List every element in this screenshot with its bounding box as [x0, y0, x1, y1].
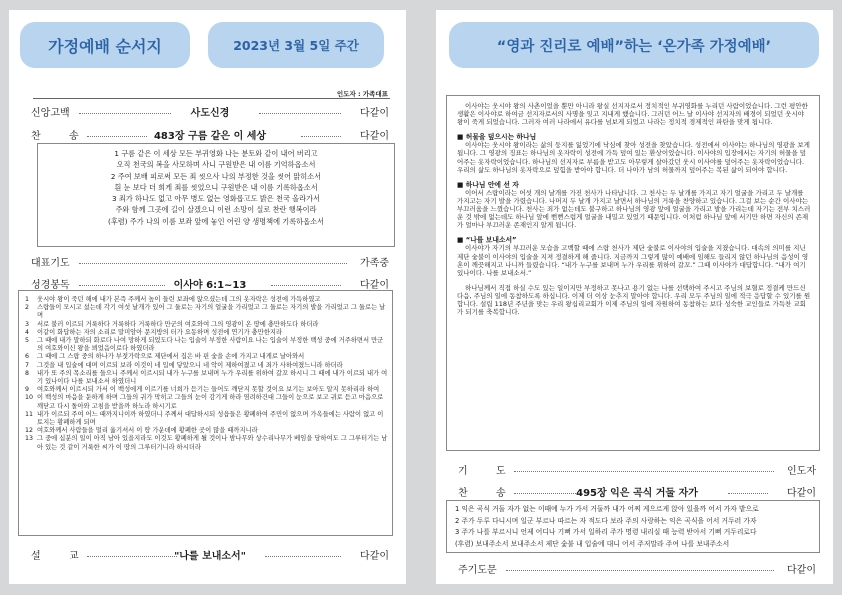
hymn2-line: 3 주가 나를 부르시니 언제 어디나 기뻐 가서 일하리 주가 명령 내리실 때 능력 받아서 기뻐 거두리로다 — [455, 528, 757, 536]
sermon-row — [31, 547, 389, 563]
leader-dots — [259, 113, 341, 114]
verse: 6 그 때에 그 스랍 중의 하나가 부젓가락으로 제단에서 집은 바 핀 숯을 손에 가지고 내게로 날아와서 — [25, 353, 305, 361]
hymn2-lyrics-box — [446, 500, 820, 553]
prayer-responder: 가족중 — [360, 258, 389, 269]
essay-heading: ■ 허물을 덮으시는 하나님 — [457, 133, 537, 142]
prayer2-label-b: 도 — [496, 466, 506, 477]
leader-dots — [79, 263, 347, 264]
hymn-line: 2 주여 보배 피로써 모든 죄 씻으사 나의 부정한 것을 씻어 맑히소서 — [110, 171, 322, 181]
hymn-line: 1 구름 같은 이 세상 모든 부귀영화 나는 분토와 같이 내어 버리고 — [114, 149, 318, 158]
left-page — [9, 10, 406, 584]
essay-intro: 이사야는 웃시야 왕의 사촌이었을 뿐만 아니라 왕실 선지자로서 정치적인 부귀영화를 누리던 사람이었습니다. 그런 평안한 생활은 이사야로 하여금 선지자로서의 사명을 잊고 지내게 했습니다. 그러던 어느 날 이사야 선지자의 배경이 되었던 웃시야 왕이 죽게 되었습니다. 그러자 여러 나라에서 유다를 넘보게 되었고 나라는 정치적 경제적인 파탄을 맞게 됩니다. — [457, 102, 808, 127]
prayer2-responder: 인도자 — [787, 466, 816, 477]
essay-heading: ■ 하나님 안에 선 자 — [457, 180, 519, 189]
sermon-label-b: 교 — [69, 551, 79, 562]
sermon-label-a: 설 — [31, 551, 41, 562]
creed-row — [31, 104, 389, 120]
essay-closing: 하나님께서 직접 하실 수도 있는 일이지만 부정하고 못나고 용기 없는 나를 선택하여 주시고 주님의 보혈로 정결케 만드신 다음, 주님의 일에 동참하도록 하십니다. 이제 더 이상 눈추지 말아야 합니다. 우리 모두 주님의 일에 적극 응답할 수 있기를 원합니다. 설립 118년 주년을 맞는 우리 왕십리교회가 이제 주님의 일에 자원하여 동참하는 보다 성숙한 교인들로 가득찬 교회가 되기를 축복합니다. — [457, 283, 811, 317]
verse: 2 스랍들이 모시고 섰는데 각기 여섯 날개가 있어 그 둘로는 자기의 얼굴을 가리었고 그 둘로는 자기의 발을 가리었고 그 둘로는 날며 — [25, 304, 386, 320]
prayer2-row — [458, 462, 816, 478]
service-date: 2023년 3월 5일 주간 — [233, 38, 359, 53]
order-title-banner — [20, 22, 190, 68]
prayer2-label-a: 기 — [458, 466, 468, 477]
creed-title: 사도신경 — [190, 108, 230, 119]
hymn-line: (후렴) 주가 나의 이름 보좌 앞에 놓인 어린 양 생명책에 기록하옵소서 — [108, 216, 324, 226]
verse: 7 그것을 내 입술에 대며 이르되 보라 이것이 네 입에 닿았으니 네 악이 제하여졌고 네 죄가 사하여졌느니라 하더라 — [25, 361, 343, 369]
header-rule — [33, 98, 390, 99]
verse: 1 웃시야 왕이 죽던 해에 내가 본즉 주께서 높이 들린 보좌에 앉으셨는데 그의 옷자락은 성전에 가득하였고 — [25, 296, 321, 303]
hymn2-line: 2 주가 두루 다니시며 일군 부르나 따르는 자 적도다 보라 주의 사랑하는 익은 곡식을 어서 거두러 가자 — [455, 516, 757, 525]
leader-dots — [265, 556, 341, 557]
verse: 5 그 때에 내가 말하되 화로다 나여 망하게 되었도다 나는 입술이 부정한 사람이요 나는 입술이 부정한 백성 중에 거주하면서 만군의 여호와이신 왕을 뵈었음이로다 하였더라 — [25, 337, 384, 353]
date-banner — [208, 22, 384, 68]
essay-paragraph: 이사야가 자기의 부끄러운 모습을 고백할 때에 스랍 천사가 제단 숯불로 이사야의 입술을 지졌습니다. 대속의 의미를 지닌 제단 숯불이 이사야의 입술을 지져 정결하게 해 줍니다. 지금까지 그렇게 많이 예배에 임해도 들리지 않던 하나님의 음성이 영혼이 깨끗해지고 나니까 들렸습니다. “내가 누구를 보내며 누가 우리를 위하여 갈꼬.” 그때 이사야가 대답합니다. “내가 여기 있나이다. 나를 보내소서.” — [457, 244, 809, 277]
verse: 12 여호와께서 사람들을 멀리 옮기셔서 이 땅 가운데에 황폐한 곳이 많을 때까지니라 — [25, 427, 258, 435]
lords-prayer-row — [458, 561, 816, 577]
right-page — [436, 10, 833, 584]
sermon-responder: 다같이 — [360, 551, 389, 562]
hymn-label-b: 송 — [69, 131, 79, 142]
verse: 4 이같이 화답하는 자의 소리로 말미암아 문지방의 터가 요동하며 성전에 연기가 충만한지라 — [25, 328, 283, 336]
essay-heading: ■ “나를 보내소서” — [457, 236, 517, 245]
scripture-box — [18, 290, 393, 536]
leader-dots — [506, 570, 774, 571]
hymn-row — [31, 127, 389, 143]
leader-dots — [271, 285, 341, 286]
theme-banner — [449, 22, 819, 68]
essay-paragraph: 이사야는 웃시야 왕이라는 삶의 둥지를 잃었기에 낙심에 찾아 성전을 찾았습니다. 성전에서 이사야는 하나님의 영광을 보게 됩니다. 그 영광의 징표는 하나님의 옷자락이 성전에 가득 덮여 있는 환상이었습니다. 이사야의 입장에서는 자기의 허물을 덮어주는 옷자락이었습니다. 하나님의 선지자로 부름을 받고도 아무렇게 살아갔던 웃시 이사야를 덮어주는 옷자락이었습니다. 우리의 삶도 하나님의 옷자락으로 덮힘을 받아야 합니다. 더 나아가 남의 허물까지 덮어주는 복된 삶이 되어야 합니다. — [457, 141, 810, 174]
verse: 11 내가 이르되 주여 어느 때까지니이까 하였더니 주께서 대답하시되 성읍들은 황폐하여 주민이 없으며 가옥들에는 사람이 없고 이 토지는 황폐하게 되며 — [25, 410, 384, 427]
hymn-label-a: 찬 — [31, 131, 41, 142]
hymn-lyrics-box — [37, 143, 395, 247]
hymn2-responder: 다같이 — [787, 488, 816, 499]
leader-dots — [514, 471, 774, 472]
verse: 13 그 중에 십분의 일이 아직 남아 있을지라도 이것도 황폐하게 될 것이나 밤나무와 상수리나무가 베임을 당하여도 그 그루터기는 남아 있는 것 같이 거룩한 씨가 이 땅의 그루터기니라 하시더라 — [25, 435, 388, 451]
hymn-line: 3 죄가 하나도 없고 아무 병도 없는 영화롭고도 밝은 천국 올라가서 — [112, 194, 320, 204]
hymn-title: 483장 구름 같은 이 세상 — [153, 131, 267, 142]
devotional-box — [446, 95, 820, 451]
reading-label: 성경봉독 — [31, 280, 70, 291]
reading-title: 이사야 6:1~13 — [173, 280, 247, 291]
hymn-responder: 다같이 — [360, 131, 389, 142]
lords-prayer-responder: 다같이 — [787, 565, 816, 576]
hymn2-label-a: 찬 — [458, 488, 468, 499]
theme-title: “영과 진리로 예배”하는 ‘온가족 가정예배’ — [496, 38, 772, 55]
order-title: 가정예배 순서지 — [48, 36, 162, 56]
leader-dots — [728, 493, 768, 494]
creed-responder: 다같이 — [360, 108, 389, 119]
prayer-label: 대표기도 — [31, 258, 70, 269]
creed-label: 신앙고백 — [31, 108, 70, 119]
hymn2-row — [458, 484, 816, 500]
hymn-line: 주와 함께 그곳에 길이 살겠으니 이런 소망이 실로 찬란 행복이라 — [115, 205, 317, 215]
sermon-title: "나를 보내소서" — [174, 551, 246, 562]
verse: 10 이 백성의 마음을 둔하게 하며 그들의 귀가 막히고 그들의 눈이 감기게 하라 염려하건대 그들이 눈으로 보고 귀로 듣고 마음으로 깨닫고 다시 돌아와 고침을 받을까 하노라 하시기로 — [25, 394, 384, 410]
reading-responder: 다같이 — [360, 280, 389, 291]
hymn-line: 흰 눈 보다 더 희게 죄를 씻었으니 구원받은 내 이름 기록하옵소서 — [114, 182, 318, 192]
hymn2-title: 495장 익은 곡식 거둘 자가 — [576, 488, 698, 499]
hymn2-line: (후렴) 보내주소서 보내주소서 제단 숯불 내 입술에 대니 어서 주저말라 주여 나를 보내주소서 — [455, 539, 730, 548]
hymn-line: 오직 천국의 복을 사모하며 사니 구원받은 내 이름 기억하옵소서 — [116, 160, 316, 170]
verse: 3 서로 불러 이르되 거룩하다 거룩하다 거룩하다 만군의 여호와여 그의 영광이 온 땅에 충만하도다 하더라 — [25, 320, 319, 328]
hymn2-line: 1 익은 곡식 거둘 자가 없는 이때에 누가 가서 거둘까 내가 어찌 게으르게 앉아 있을까 어서 가자 밭으로 — [455, 505, 759, 513]
essay-paragraph: 이어서 스랍이라는 어섯 개의 날개를 가진 천사가 나타납니다. 그 천사는 두 날개를 가지고 자기 얼굴을 가리고 두 날개를 가지고는 자기 발을 가렸습니다. 나머지 두 날개 가지고 날면서 하나님의 거룩을 찬양하고 있습니다. 그걸 보는 순간 이사야는 부끄러움을 느꼈습니다. 천사는 죄가 없는데도 불구하고 하나님의 영광 앞에 얼굴을 가리고 발을 가리는데 자기는 전부 치스러운 것 밖에 없는데도 하나님 앞에 뻔뻔스럽게 얼굴을 내밀고 있었기 때문입니다. 이처럼 하나님 앞에 서기만 하면 자신의 존재가 얼마나 부끄러운 존재인지 알게 됩니다. — [457, 188, 811, 230]
verse: 9 여호와께서 이르시되 가서 이 백성에게 이르기를 너희가 듣기는 들어도 깨닫지 못할 것이요 보기는 보아도 알지 못하리라 하여 — [25, 386, 380, 394]
hymn2-label-b: 송 — [496, 488, 506, 499]
scripture-verses — [25, 296, 388, 452]
lords-prayer-label: 주기도문 — [458, 565, 497, 576]
leader-note: 인도자 : 가족대표 — [336, 90, 388, 98]
verse: 8 내가 또 주의 목소리를 들으니 주께서 이르시되 내가 누구를 보내며 누가 우리를 위하여 갈꼬 하시니 그 때에 내가 이르되 내가 여기 있나이다 나를 보내소서 하였더니 — [25, 369, 388, 386]
leader-dots — [301, 136, 341, 137]
prayer-row — [31, 254, 389, 270]
